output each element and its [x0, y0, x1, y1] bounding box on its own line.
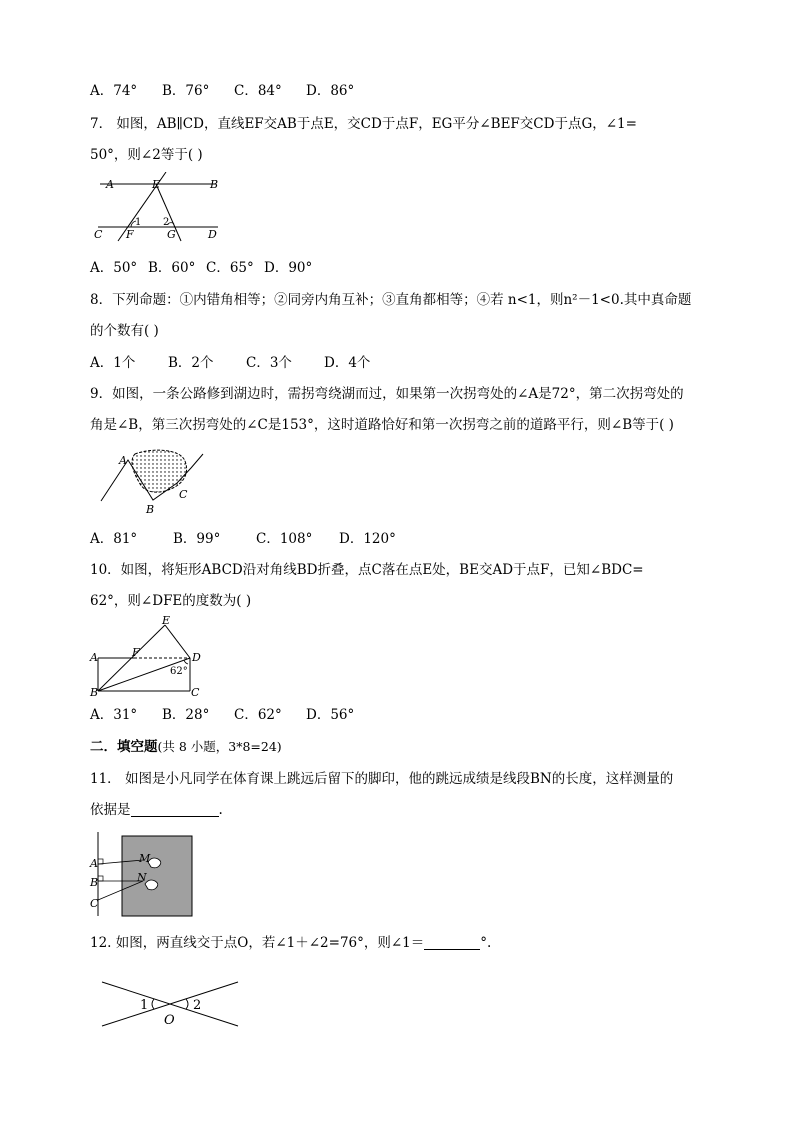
q9-option-d: D．120°: [339, 531, 396, 547]
q7-option-a: A．50°: [90, 260, 138, 276]
q9-option-b: B．99°: [173, 531, 221, 547]
q8-option-c: C．3个: [246, 355, 292, 371]
q11-stem-line1: 11． 如图是小凡同学在体育课上跳远后留下的脚印，他的跳远成绩是线段BN的长度，这样测量的: [90, 771, 674, 787]
q6-option-d: D．86°: [306, 83, 355, 99]
q8-stem-line2: 的个数有( ): [90, 323, 159, 339]
q6-option-c: C．84°: [234, 83, 282, 99]
q7-stem-line1: 7． 如图，AB∥CD，直线EF交AB于点E，交CD于点F，EG平分∠BEF交CD于点G，∠1=: [90, 116, 637, 132]
section2-heading: [90, 738, 282, 756]
q7-angle-2: 2: [163, 217, 170, 228]
q11-answer-blank[interactable]: [131, 802, 219, 817]
q7-option-c: C．65°: [206, 260, 254, 276]
q12-angle-1: 1: [140, 998, 149, 1013]
q8-options: [90, 354, 370, 372]
q8-stem-line1: 8．下列命题：①内错角相等；②同旁内角互补；③直角都相等；④若 n<1，则n²－1<0.其中真命题: [90, 292, 692, 308]
q12-figure: [98, 978, 244, 1034]
q9-figure: [95, 446, 215, 518]
q10-option-b: B．28°: [162, 707, 210, 723]
q10-option-d: D．56°: [306, 707, 355, 723]
q10-options: [90, 706, 354, 724]
q9-stem-line2: 角是∠B，第三次拐弯处的∠C是153°，这时道路恰好和第一次拐弯之前的道路平行，则∠B等于( ): [90, 417, 674, 433]
q9-label-c: C: [179, 488, 188, 501]
q10-option-c: C．62°: [234, 707, 282, 723]
q11-label-m: M: [139, 852, 151, 865]
q9-option-a: A．81°: [90, 531, 138, 547]
q10-label-f: F: [132, 646, 140, 659]
q6-option-b: B．76°: [162, 83, 210, 99]
q8-option-a: A．1个: [90, 355, 136, 371]
q7-label-a: A: [106, 178, 114, 191]
q7-label-c: C: [94, 228, 103, 241]
q8-option-d: D．4个: [324, 355, 371, 371]
q7-angle-1: 1: [135, 217, 142, 228]
q12-suffix: °.: [480, 935, 492, 951]
q7-label-e: E: [152, 178, 161, 191]
q10-label-c: C: [191, 686, 200, 699]
q11-prefix: 依据是: [90, 802, 131, 818]
q12-prefix: 12. 如图，两直线交于点O，若∠1＋∠2=76°，则∠1＝: [90, 935, 425, 951]
q6-options: [90, 82, 354, 100]
q10-label-b: B: [90, 686, 99, 699]
q10-angle-62: 62°: [170, 666, 188, 677]
q9-label-a: A: [119, 454, 127, 467]
q9-options: [90, 530, 396, 548]
q7-figure: [88, 172, 228, 242]
q10-label-a: A: [90, 651, 98, 664]
q10-option-a: A．31°: [90, 707, 138, 723]
q7-options: [90, 259, 312, 277]
q11-label-a: A: [90, 857, 98, 870]
q11-stem-line2: [90, 801, 223, 819]
q10-figure: [88, 616, 208, 700]
section2-note: (共 8 小题，3*8=24): [157, 739, 282, 754]
q7-option-b: B．60°: [148, 260, 196, 276]
q7-stem-line2: 50°，则∠2等于( ): [90, 147, 203, 163]
q7-label-f: F: [126, 228, 134, 241]
q11-label-b: B: [90, 876, 99, 889]
q11-suffix: .: [218, 802, 223, 818]
q6-option-a: A．74°: [90, 83, 138, 99]
q10-stem-line1: 10．如图，将矩形ABCD沿对角线BD折叠，点C落在点E处，BE交AD于点F，已知∠BDC=: [90, 562, 644, 578]
q10-label-d: D: [192, 651, 201, 664]
q12-angle-2: 2: [193, 998, 202, 1013]
q9-stem-line1: 9．如图，一条公路修到湖边时，需拐弯绕湖而过，如果第一次拐弯处的∠A是72°，第二次拐弯处的: [90, 386, 684, 402]
q10-stem-line2: 62°，则∠DFE的度数为( ): [90, 593, 252, 609]
q7-label-b: B: [210, 178, 219, 191]
q12-stem: [90, 934, 491, 952]
q9-option-c: C．108°: [256, 531, 313, 547]
q11-label-c: C: [90, 897, 99, 910]
q7-label-g: G: [167, 228, 176, 241]
q11-figure: [88, 830, 198, 918]
q7-option-d: D．90°: [264, 260, 313, 276]
q11-label-n: N: [137, 871, 147, 884]
section2-title: 二．填空题: [90, 739, 158, 755]
q12-label-o: O: [164, 1013, 175, 1028]
q10-label-e: E: [162, 616, 171, 627]
q12-answer-blank[interactable]: [424, 935, 480, 950]
q8-option-b: B．2个: [168, 355, 214, 371]
q9-label-b: B: [146, 503, 155, 516]
q7-label-d: D: [208, 228, 217, 241]
